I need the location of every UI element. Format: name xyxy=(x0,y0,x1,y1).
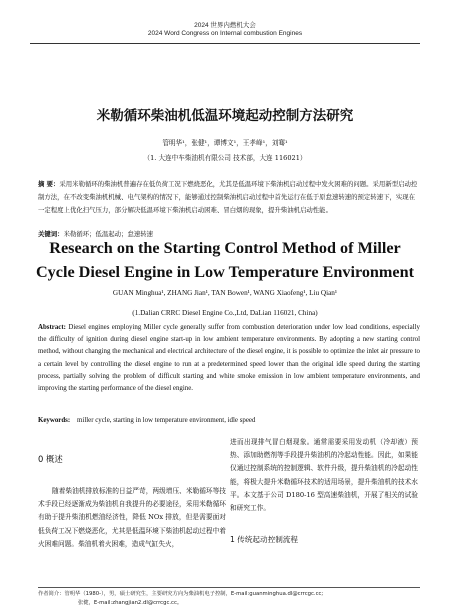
section-heading-traditional-start: 1 传统起动控制流程 xyxy=(230,535,298,544)
abstract-cn xyxy=(38,178,418,216)
footnote-rule xyxy=(38,587,420,588)
abstract-en xyxy=(38,322,420,395)
affiliation-en: (1.Dalian CRRC Diesel Engine Co.,Ltd, DaLian 116021, China) xyxy=(132,309,318,317)
author-footnote xyxy=(38,590,428,608)
footnote-line1: 作者简介：管明华（1980-），男，硕士研究生，主要研究方向为柴油机电子控制，E-mail:guanminghua.dl@crrcgc.cc; xyxy=(38,591,324,597)
paper-title-en-line1: Research on the Starting Control Method of Miller xyxy=(49,239,401,257)
body-text-right-column: 进而出现排气冒白烟现象。通常需要采用发动机（冷却液）预热、添加助燃剂等手段提升柴油机的冷起动性能。因此，如果能仅通过控制系统的控制逻辑、软件升级，提升柴油机的冷起动性能，将极大提升米勒循环技术的适用场景，提升柴油机的技术水平。本文基于公司 D180-16 型高速柴油机，开展了相关的试验和研究工作。 xyxy=(230,438,418,513)
abstract-en-label: Abstract: xyxy=(38,324,66,331)
running-header-cn: 2024 世界内燃机大会 xyxy=(194,22,256,29)
header-rule xyxy=(30,43,420,44)
paper-title-cn: 米勒循环柴油机低温环境起动控制方法研究 xyxy=(96,108,354,124)
section-heading-overview: 0 概述 xyxy=(38,454,63,464)
footnote-line2: 张健，E-mail:zhangjian2.dl@crrcgc.cc。 xyxy=(78,600,183,606)
authors-en: GUAN Minghua¹, ZHANG Jian¹, TAN Bowen¹, WANG Xiaofeng¹, Liu Qian¹ xyxy=(112,289,338,297)
keywords-en xyxy=(38,417,420,424)
running-header-en: 2024 Word Congress on Internal combustion Engines xyxy=(147,30,303,37)
paper-title-en-line2: Cycle Diesel Engine in Low Temperature Environment xyxy=(35,263,414,281)
keywords-en-text: miller cycle, starting in low temperature environment, idle speed xyxy=(77,417,256,424)
body-text-left-column: 随着柴油机排放标准的日益严苛，两级增压、米勒循环等技术手段已经逐渐成为柴油机自我提升的必要途径，采用米勒循环有助于提升柴油机燃油经济性，降低 NOx 排放，但是需要面对低负荷工况下燃烧恶化，尤其是低温环境下柴油机起动过程中着火困难问题。柴油机着火困难，造成气缸失火， xyxy=(38,487,226,548)
abstract-cn-label: 摘 要： xyxy=(38,180,60,188)
keywords-cn-text: 米勒循环；低温起动；怠速转速 xyxy=(63,230,154,238)
keywords-en-label: Keywords: xyxy=(38,417,71,424)
abstract-en-text: Diesel engines employing Miller cycle generally suffer from combustion deterioration under low load conditions, especially the difficulty of ignition during diesel engine start-up in low ambient temperature environments. By adopting a new starting control method, without changing the mechanical and electrical architecture of the diesel engine, it is possible to optimize the inlet air pressure to a certain level by controlling the diesel engine to run at a predetermined speed lower than the original idle speed during the starting process, partially solving the problem of difficult starting and white smoke emission in low ambient temperature environments, and improving the starting performance of the diesel engine. xyxy=(38,324,420,393)
authors-cn: 管明华¹，张健¹，谭博文¹，王孝峰¹，刘骞¹ xyxy=(162,139,288,147)
keywords-cn-label: 关键词： xyxy=(38,230,64,238)
abstract-cn-text: 采用米勒循环的柴油机普遍存在低负荷工况下燃烧恶化，尤其是低温环境下柴油机启动过程中发火困难的问题。采用新型启动控制方法，在不改变柴油机机械、电气架构的情况下，能够通过控制柴油机启动过程中首先运行在低于原怠速转速的预定转速下，实现在一定程度上优化扫气压力，部分解决低温环境下柴油机启动困难、冒白烟的现象，提升柴油机启动性能。 xyxy=(38,180,418,214)
affiliation-cn: （1. 大连中车柴油机有限公司 技术部，大连 116021） xyxy=(143,154,307,162)
